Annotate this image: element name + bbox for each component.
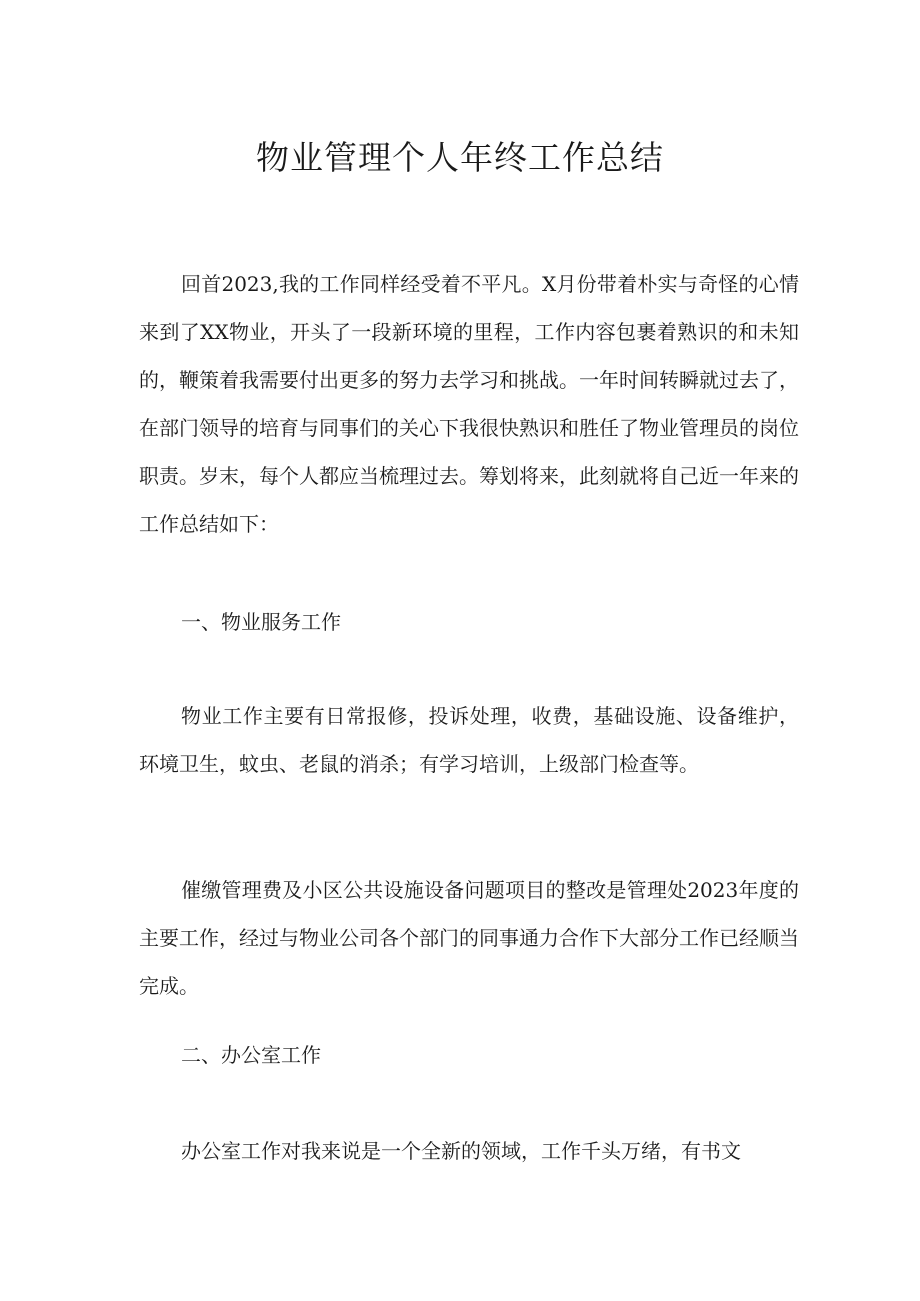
office-work-paragraph-1: 办公室工作对我来说是一个全新的领域，工作千头万绪，有书文: [181, 1139, 741, 1163]
section-heading-property-service: 一、物业服务工作: [181, 610, 341, 634]
intro-paragraph: 回首2023,我的工作同样经受着不平凡。X月份带着朴实与奇怪的心情来到了XX物业，开头了一段新环境的里程，工作内容包裹着熟识的和未知的，鞭策着我需要付出更多的努力去学习和挑战。一年时间转瞬就过去了，在部门领导的培育与同事们的关心下我很快熟识和胜任了物业管理员的岗位职责。岁末，每个人都应当梳理过去。筹划将来，此刻就将自己近一年来的工作总结如下：: [139, 272, 799, 536]
document-title: 物业管理个人年终工作总结: [256, 138, 664, 177]
property-service-paragraph-1: 物业工作主要有日常报修，投诉处理，收费，基础设施、设备维护，环境卫生，蚊虫、老鼠的消杀；有学习培训，上级部门检查等。: [139, 704, 799, 776]
section-heading-office-work: 二、办公室工作: [181, 1043, 321, 1067]
property-service-paragraph-2: 催缴管理费及小区公共设施设备问题项目的整改是管理处2023年度的主要工作，经过与物业公司各个部门的同事通力合作下大部分工作已经顺当完成。: [139, 878, 799, 998]
